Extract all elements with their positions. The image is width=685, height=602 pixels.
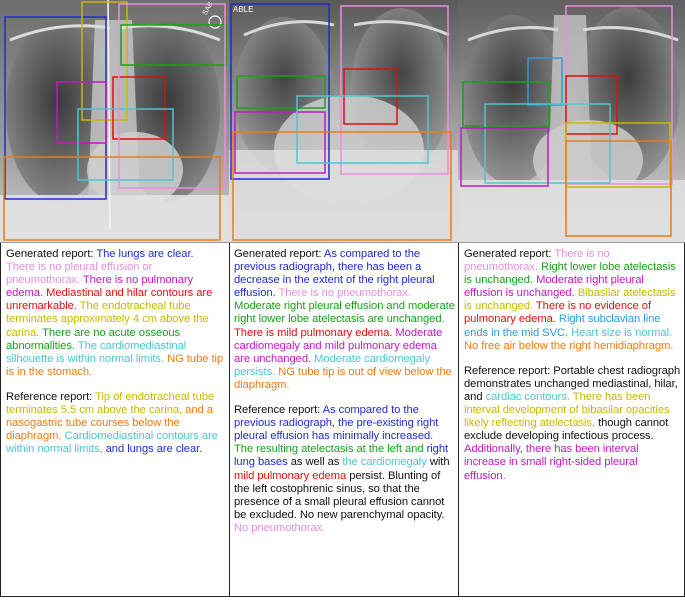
- finding-span: There are no acute osseous abnormalities.: [6, 326, 181, 352]
- finding-span: Moderate cardiomegaly and mild pulmonary edema are unchanged.: [234, 326, 443, 365]
- chest-xray-2: [229, 0, 458, 242]
- finding-span: cardiac contours.: [485, 390, 570, 403]
- finding-span: Heart size is normal.: [571, 326, 673, 339]
- report-text-3: [464, 248, 682, 495]
- finding-span: the cardiomegaly: [342, 456, 427, 469]
- svg-text:SAB: SAB: [201, 0, 215, 17]
- finding-span: Tip of endotracheal tube terminates 5.5 cm above the carina,: [6, 390, 215, 417]
- finding-span: mild pulmonary edema: [234, 469, 347, 482]
- panel-2: [229, 0, 458, 597]
- panel-3: [458, 0, 685, 597]
- reference-label: Reference report:: [234, 404, 321, 417]
- column-divider: [229, 243, 230, 597]
- finding-span: Bibasilar atelectasis is unchanged.: [464, 287, 676, 313]
- finding-span: There is no evidence of pulmonary edema.: [464, 300, 652, 326]
- reference-report-3: [464, 365, 682, 483]
- reference-report-2: [234, 404, 455, 535]
- separator-line: [0, 242, 685, 243]
- reference-report-1: [6, 391, 224, 456]
- finding-span: No free air below the right hemidiaphragm.: [464, 339, 674, 352]
- generated-label: Generated report:: [464, 248, 552, 260]
- overlay-label: ABLE: [233, 5, 254, 14]
- finding-span: There is no pneumothorax.: [464, 248, 610, 274]
- finding-span: though cannot exclude developing infectious process.: [464, 417, 669, 443]
- finding-span: NG tube tip is out of view below the diaphragm.: [234, 365, 452, 391]
- finding-span: Moderate right pleural effusion is unchanged.: [464, 274, 644, 300]
- finding-span: Moderate cardiomegaly persists.: [234, 352, 430, 378]
- generated-label: Generated report:: [6, 248, 94, 260]
- finding-span: persist. Blunting of the left costophrenic sinus, so that the presence of a small pleural effusion cannot be excluded. No new parenchymal opacity.: [234, 469, 445, 521]
- finding-span: Right lower lobe atelectasis is unchanged.: [464, 261, 676, 287]
- finding-span: No pneumothorax.: [234, 521, 326, 534]
- finding-span: As compared to the previous radiograph, the pre-existing right pleural effusion has minimally increased.: [234, 404, 439, 443]
- finding-span: As compared to the previous radiograph, there has been a decrease in the extent of the right pleural effusion.: [234, 248, 435, 300]
- finding-span: There is no pleural effusion or pneumothorax.: [6, 261, 153, 287]
- finding-span: The resulting atelectasis at the left and: [234, 443, 424, 456]
- finding-span: There has been interval development of bibasilar opacities likely reflecting atelectasis,: [464, 390, 670, 430]
- chest-xray-2-image: [229, 0, 458, 242]
- generated-report-3: [464, 248, 682, 353]
- report-text-2: [234, 248, 455, 547]
- chest-xray-3-image: [458, 0, 685, 242]
- finding-span: The endotracheal tube terminates approximately 4 cm above the carina.: [6, 300, 209, 339]
- reference-label: Reference report:: [6, 390, 93, 403]
- finding-span: Additionally, there has been interval increase in small right-sided pleural effusion.: [464, 443, 639, 482]
- finding-span: and lungs are clear.: [105, 443, 203, 456]
- finding-span: as well as: [290, 456, 340, 469]
- finding-span: There is no pulmonary edema.: [6, 274, 194, 300]
- finding-span: Portable chest radiograph demonstrates unchanged mediastinal, hilar, and: [464, 364, 681, 403]
- generated-report-1: [6, 248, 224, 379]
- report-text-1: [6, 248, 224, 468]
- finding-span: Mediastinal and hilar contours are unremarkable.: [6, 287, 213, 313]
- generated-label: Generated report:: [234, 248, 322, 260]
- chest-xray-1-image: [0, 0, 229, 242]
- finding-span: The cardiomediastinal silhouette is within normal limits.: [6, 339, 187, 365]
- column-divider: [458, 243, 459, 597]
- finding-span: Moderate right pleural effusion and moderate right lower lobe atelectasis are unchanged.: [234, 300, 455, 326]
- finding-span: Right subclavian line ends in the mid SVC.: [464, 313, 661, 339]
- finding-span: There is mild pulmonary edema.: [234, 326, 393, 339]
- finding-span: right lung bases: [234, 443, 449, 469]
- chest-xray-3: [458, 0, 685, 242]
- finding-span: Cardiomediastinal contours are within normal limits,: [6, 430, 218, 456]
- generated-report-2: [234, 248, 455, 392]
- bottom-border: [0, 596, 685, 597]
- chest-xray-1: [0, 0, 229, 242]
- finding-span: NG tube tip is in the stomach.: [6, 352, 224, 378]
- finding-span: There is no pneumothorax.: [278, 287, 411, 300]
- reference-label: Reference report:: [464, 364, 551, 377]
- panel-1: [0, 0, 229, 597]
- finding-span: with: [429, 456, 450, 469]
- column-divider: [0, 243, 1, 597]
- finding-span: and a nasogastric tube courses below the diaphragm.: [6, 404, 213, 443]
- finding-span: The lungs are clear.: [96, 248, 194, 260]
